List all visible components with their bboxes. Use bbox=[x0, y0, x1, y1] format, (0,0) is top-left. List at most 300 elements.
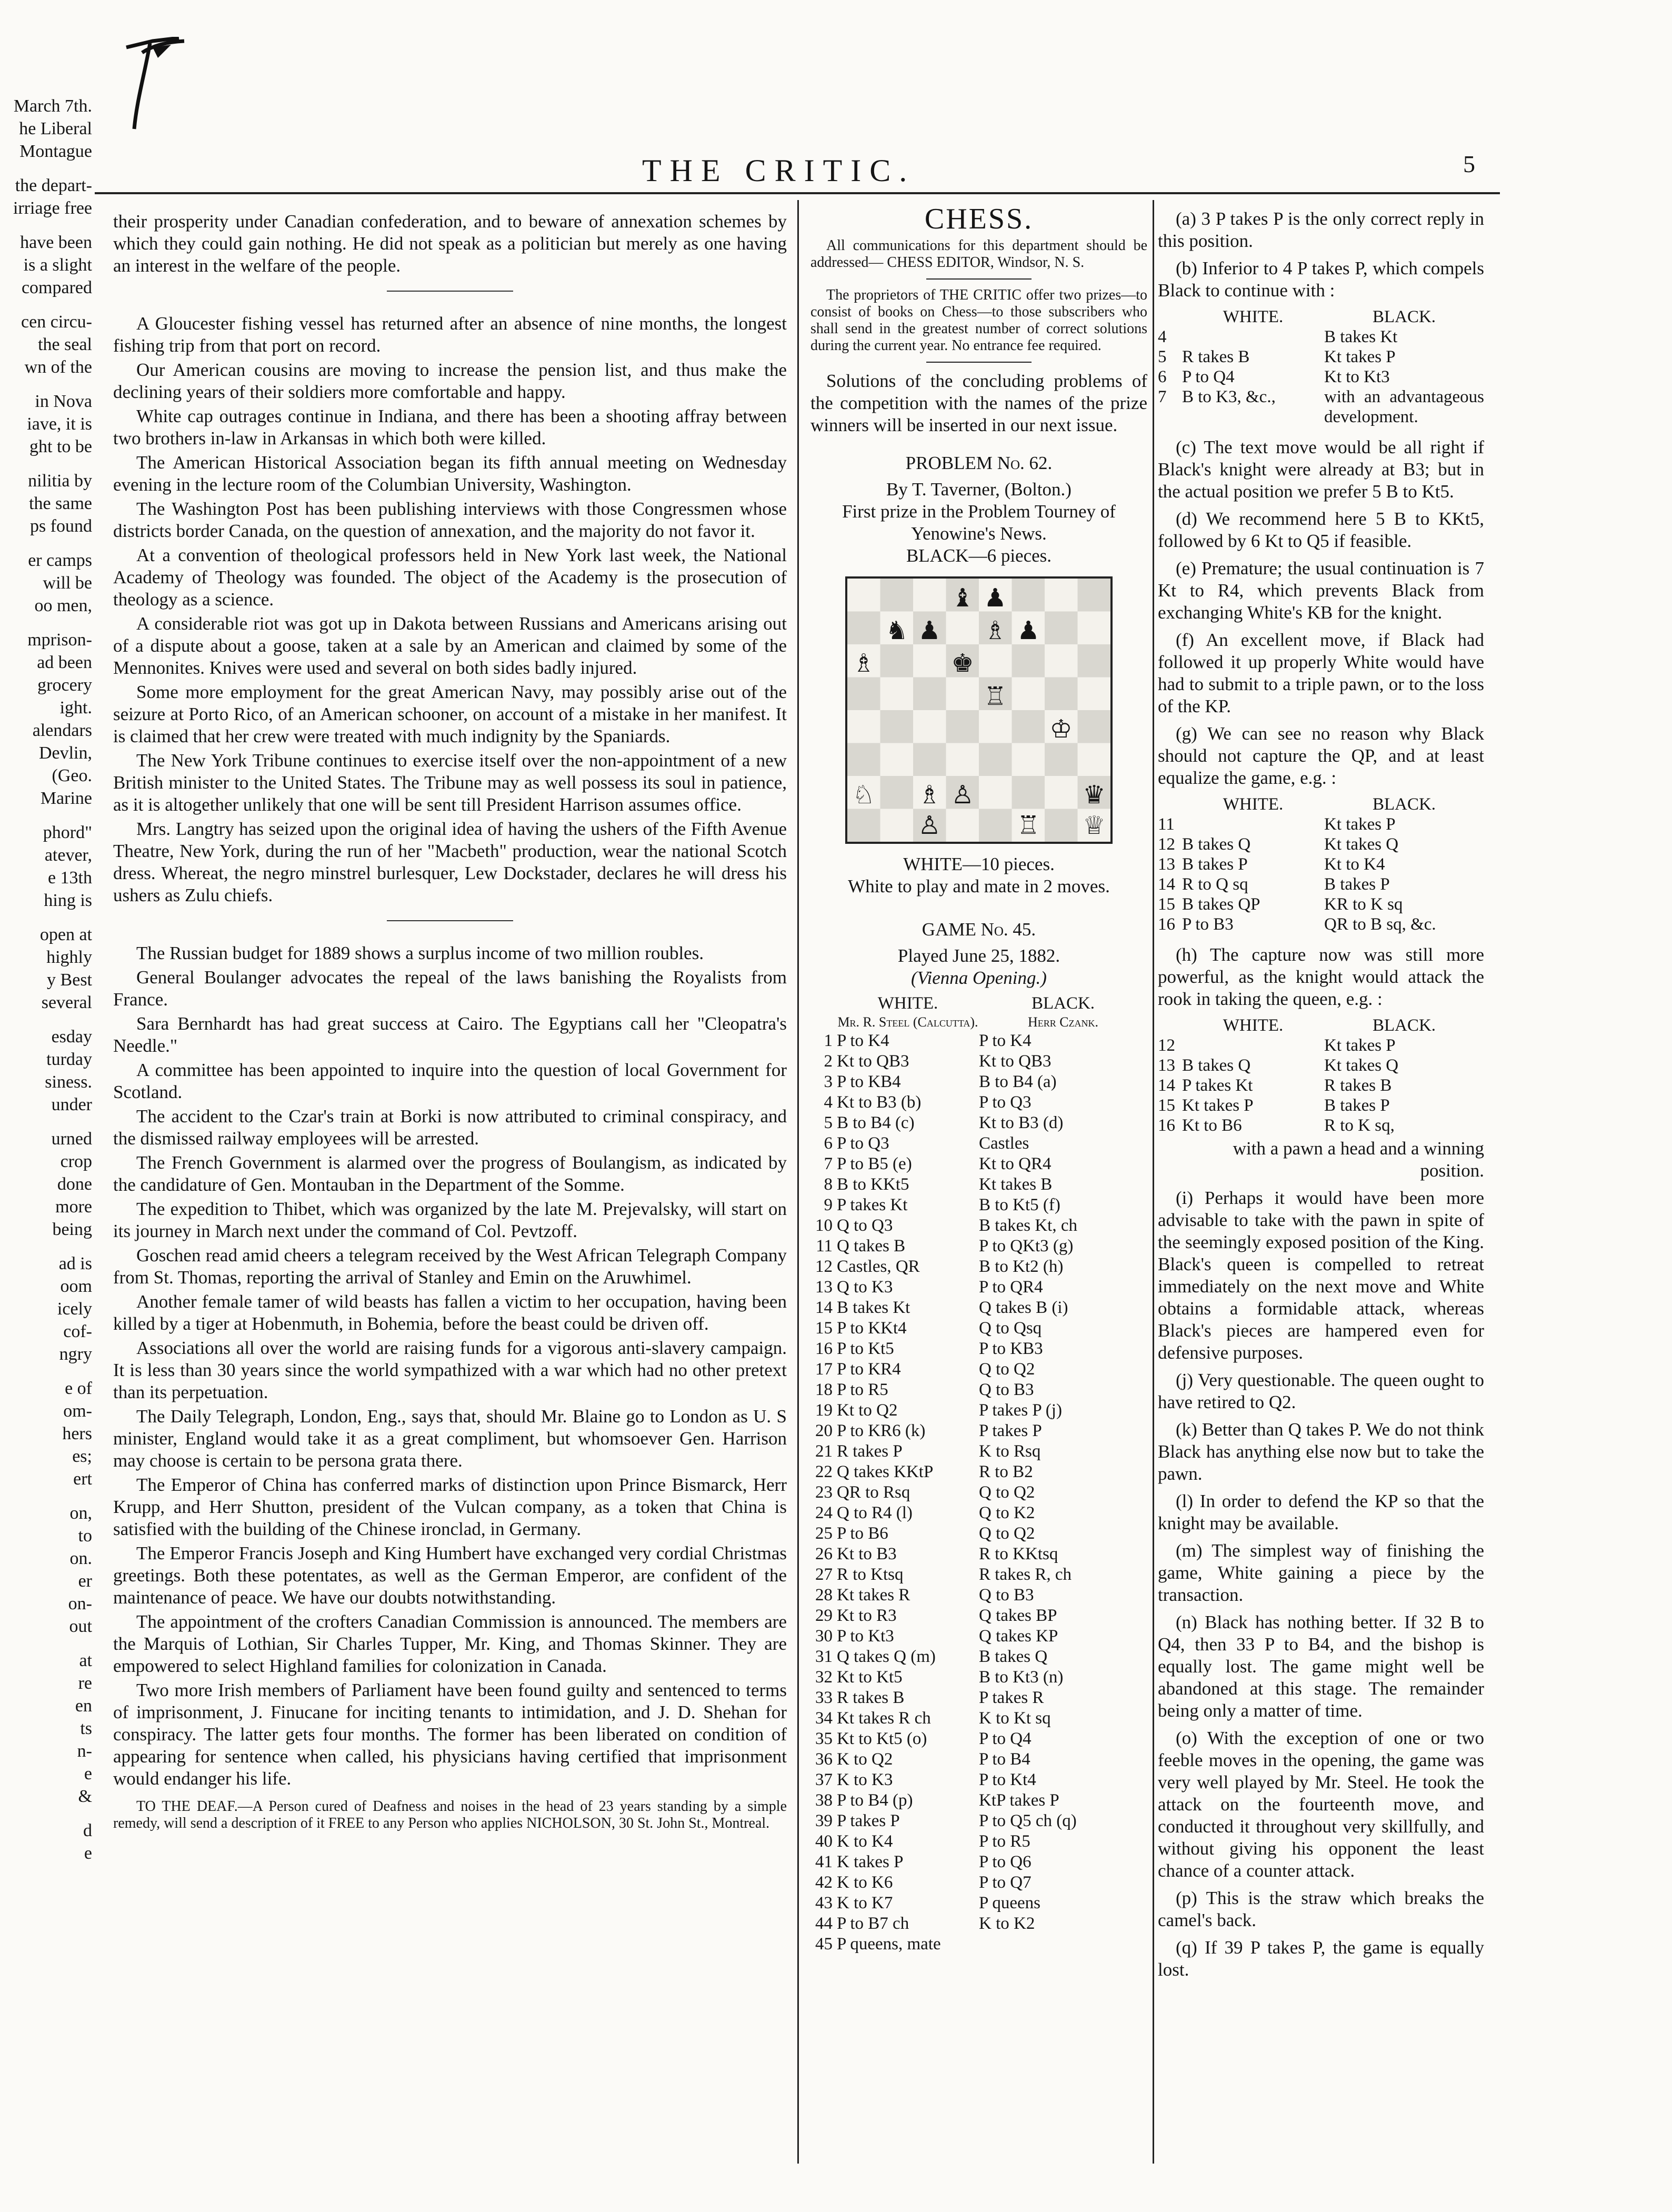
edge-fragment bbox=[0, 1014, 92, 1025]
game-title: GAME No. 45. bbox=[922, 919, 1036, 940]
white-move: Kt takes R ch bbox=[837, 1709, 931, 1728]
move-row bbox=[810, 1298, 1147, 1318]
edge-fragment bbox=[0, 458, 92, 470]
edge-fragment: atever, bbox=[44, 845, 92, 865]
edge-fragment: ight. bbox=[59, 698, 92, 718]
variation-row bbox=[1158, 814, 1484, 834]
white-bishop-icon: ♗ bbox=[852, 649, 875, 678]
move-row bbox=[810, 1339, 1147, 1359]
news-paragraph: The French Government is alarmed over the progress of Boulangism, as indicated by the candidature of Gen. Montauban in the Department of the Somme. bbox=[113, 1152, 787, 1195]
edge-fragment: urned bbox=[51, 1129, 92, 1149]
note-o: (o) With the exception of one or two feeble moves in the opening, the game was very well played by Mr. Steel. He took the attack on the fourteenth move, and conducted it throughout very skillfully, and without giving his opponent the least chance of a counter attack. bbox=[1158, 1728, 1484, 1881]
variation-white-move: R to Q sq bbox=[1182, 875, 1248, 894]
variation-row bbox=[1158, 367, 1484, 387]
edge-fragment: several bbox=[41, 993, 92, 1012]
white-move: Q to R4 (l) bbox=[837, 1503, 913, 1522]
move-row bbox=[810, 1236, 1147, 1257]
move-number: 28 bbox=[815, 1586, 833, 1605]
move-row bbox=[810, 1749, 1147, 1770]
black-bishop-icon: ♝ bbox=[951, 583, 974, 613]
black-move: P to Q4 bbox=[979, 1729, 1032, 1748]
variation-move-number: 6 bbox=[1158, 367, 1167, 386]
variation-white-move: P takes Kt bbox=[1182, 1076, 1253, 1095]
edge-fragment: on. bbox=[69, 1549, 92, 1568]
edge-fragment: esday bbox=[51, 1027, 92, 1047]
move-row bbox=[810, 1770, 1147, 1790]
news-paragraph: The New York Tribune continues to exercise itself over the non-appointment of a new British minister to the United States. The Tribune may as well possess its soul in patience, as it is altogether unlikely that one will be sent till President Harrison assumes office. bbox=[113, 750, 787, 815]
move-number: 17 bbox=[815, 1360, 833, 1379]
move-number: 9 bbox=[824, 1195, 833, 1214]
edge-fragment: e 13th bbox=[47, 868, 92, 888]
variation-black-move: B takes P bbox=[1324, 1096, 1390, 1115]
edge-fragment: ngry bbox=[59, 1344, 92, 1364]
white-move: Kt to Kt5 (o) bbox=[837, 1729, 927, 1748]
edge-fragment: d bbox=[83, 1821, 92, 1840]
white-move: K to K7 bbox=[837, 1894, 893, 1912]
white-rook-icon: ♖ bbox=[1017, 811, 1040, 840]
edge-fragment: March 7th. bbox=[13, 96, 92, 116]
white-move: R takes P bbox=[837, 1442, 903, 1461]
variation-black-move: Kt takes P bbox=[1324, 815, 1396, 834]
chess-address: All communications for this department should be addressed— CHESS EDITOR, Windsor, N. S. bbox=[810, 237, 1147, 271]
note-n: (n) Black has nothing better. If 32 B to Q4, then 33 P to B4, and the bishop is equally lost. The game might well be abandoned at this stage. The remainder being only a matter of time. bbox=[1158, 1612, 1484, 1721]
black-pawn-icon: ♟ bbox=[918, 616, 941, 645]
move-number: 2 bbox=[824, 1052, 833, 1071]
black-move: KtP takes P bbox=[979, 1791, 1059, 1810]
move-row bbox=[810, 1400, 1147, 1421]
edge-fragment: being bbox=[52, 1220, 92, 1239]
edge-fragment: compared bbox=[21, 278, 92, 297]
variation-row bbox=[1158, 1035, 1484, 1055]
white-bishop-icon: ♗ bbox=[984, 616, 1007, 645]
problem-task: White to play and mate in 2 moves. bbox=[848, 876, 1110, 896]
edge-fragment bbox=[0, 617, 92, 629]
move-number: 36 bbox=[815, 1750, 833, 1769]
separator-rule bbox=[926, 362, 1032, 363]
move-number: 20 bbox=[815, 1421, 833, 1440]
move-number: 12 bbox=[815, 1257, 833, 1276]
white-move: Kt to B3 (b) bbox=[837, 1093, 922, 1112]
black-move: P to K4 bbox=[979, 1031, 1032, 1050]
note-g: (g) We can see no reason why Black should not capture the QP, and at least equalize the game, e.g. : bbox=[1158, 723, 1484, 788]
white-bishop-icon: ♗ bbox=[918, 780, 941, 810]
black-move: P to B4 bbox=[979, 1750, 1030, 1769]
move-row bbox=[810, 1647, 1147, 1667]
news-paragraph: At a convention of theological professors held in New York last week, the National Academy of Theology was founded. The object of the Academy is the prosecution of theology as a science. bbox=[113, 545, 787, 610]
white-move: Q to Q3 bbox=[837, 1216, 893, 1235]
move-row bbox=[810, 1790, 1147, 1811]
news-paragraph: A committee has been appointed to inquire into the question of local Government for Scotland. bbox=[113, 1060, 787, 1102]
edge-fragment: ert bbox=[73, 1469, 92, 1489]
news-paragraph: The Emperor Francis Joseph and King Humbert have exchanged very cordial Christmas greetings. Both these potentates, as well as the German Emperor, are confident of the maintenance of peace. We have our doubts notwithstanding. bbox=[113, 1543, 787, 1608]
white-move: P to B6 bbox=[837, 1524, 888, 1543]
move-row bbox=[810, 1708, 1147, 1729]
edge-fragment: oo men, bbox=[34, 596, 92, 615]
white-move: P to Kt5 bbox=[837, 1339, 894, 1358]
move-row bbox=[810, 1113, 1147, 1133]
variation-move-number: 5 bbox=[1158, 347, 1167, 366]
variation-move-number: 13 bbox=[1158, 855, 1175, 874]
news-paragraph: their prosperity under Canadian confederation, and to beware of annexation schemes by which they could gain nothing. He did not speak as a politician but merely as one having an interest in the welfare of the people. bbox=[113, 211, 787, 276]
move-row bbox=[810, 1667, 1147, 1688]
move-number: 23 bbox=[815, 1483, 833, 1502]
move-number: 16 bbox=[815, 1339, 833, 1358]
move-row bbox=[810, 1914, 1147, 1934]
move-number: 31 bbox=[815, 1647, 833, 1666]
game-notes-column bbox=[1158, 208, 1484, 1986]
variation-black-move: QR to B sq, &c. bbox=[1324, 915, 1436, 934]
move-number: 29 bbox=[815, 1606, 833, 1625]
edge-fragment: e of bbox=[65, 1379, 92, 1398]
white-move: P takes P bbox=[837, 1811, 900, 1830]
note-h: (h) The capture now was still more powerful, as the knight would attack the rook in taking the queen, e.g. : bbox=[1158, 944, 1484, 1009]
news-paragraph: Our American cousins are moving to increase the pension list, and thus make the declining years of their soldiers more comfortable and happy. bbox=[113, 360, 787, 402]
variation-white-move: B to K3, &c., bbox=[1182, 387, 1276, 406]
edge-fragment: irriage free bbox=[13, 198, 92, 218]
black-move bbox=[979, 1934, 1147, 1955]
move-row bbox=[810, 1852, 1147, 1872]
edge-fragment: en bbox=[75, 1696, 92, 1716]
note-e: (e) Premature; the usual continuation is 7 Kt to R4, which prevents Black from exchanging White's KB for the knight. bbox=[1158, 558, 1484, 623]
note-i: (i) Perhaps it would have been more advisable to take with the pawn in spite of the seemingly exposed position of the King. Black's queen is compelled to retreat immediately on the next move and White obtains a formidable attack, whereas Black's pieces are hampered even for defensive purposes. bbox=[1158, 1188, 1484, 1363]
news-paragraph: The Emperor of China has conferred marks of distinction upon Prince Bismarck, Herr Krupp, and Herr Shutton, president of the Vulcan company, as a token that China is satisfied with the building of the Chinese ironclad, in Germany. bbox=[113, 1474, 787, 1539]
news-column bbox=[113, 211, 787, 1832]
move-row bbox=[810, 1565, 1147, 1585]
move-number: 45 bbox=[815, 1935, 833, 1954]
variation-move-number: 12 bbox=[1158, 1036, 1175, 1055]
edge-fragment: under bbox=[51, 1095, 92, 1114]
edge-fragment: phord" bbox=[43, 823, 92, 842]
variation-black-move: R to K sq, bbox=[1324, 1116, 1395, 1135]
white-move: P to B5 (e) bbox=[837, 1154, 912, 1173]
edge-fragment: re bbox=[78, 1673, 92, 1693]
variation-row bbox=[1158, 1095, 1484, 1115]
variation-white-move: R takes B bbox=[1182, 347, 1250, 366]
news-paragraph: The expedition to Thibet, which was organized by the late M. Prejevalsky, will start on its journey in March next under the command of Col. Pevtzoff. bbox=[113, 1199, 787, 1241]
variation-black-move: R takes B bbox=[1324, 1076, 1392, 1095]
variation-row bbox=[1158, 894, 1484, 914]
solutions-note: Solutions of the concluding problems of the competition with the names of the prize winners will be inserted in our next issue. bbox=[810, 371, 1147, 435]
edge-fragment: iave, it is bbox=[27, 414, 92, 434]
advertisement: TO THE DEAF.—A Person cured of Deafness and noises in the head of 23 years standing by a simple remedy, will send a description of it FREE to any Person who applies NICHOLSON, 30 St. John St., Montreal. bbox=[113, 1798, 787, 1831]
white-move: P to KB4 bbox=[837, 1072, 901, 1091]
edge-fragment: er camps bbox=[28, 551, 92, 570]
variation-white-move: B takes P bbox=[1182, 855, 1248, 874]
variation-white-move bbox=[1182, 814, 1324, 834]
black-move: Q takes BP bbox=[979, 1606, 1057, 1625]
move-number: 22 bbox=[815, 1462, 833, 1481]
news-paragraph: Sara Bernhardt has had great success at Cairo. The Egyptians call her "Cleopatra's Needle." bbox=[113, 1013, 787, 1056]
news-paragraph: The accident to the Czar's train at Borki is now attributed to criminal conspiracy, and the dismissed railway employees will be arrested. bbox=[113, 1106, 787, 1149]
black-move: Q to Qsq bbox=[979, 1319, 1042, 1338]
note-a: (a) 3 P takes P is the only correct reply in this position. bbox=[1158, 208, 1484, 251]
news-paragraph: Some more employment for the great American Navy, may possibly arise out of the seizure at Porto Rico, of an American schooner, on account of a mistake in her manifest. It is claimed that her crew were treated with much indignity by the Spaniards. bbox=[113, 682, 787, 746]
white-move: Kt to Q2 bbox=[837, 1401, 898, 1420]
problem-author: By T. Taverner, (Bolton.) bbox=[886, 479, 1072, 500]
black-move: Castles bbox=[979, 1134, 1029, 1153]
white-move: B to B4 (c) bbox=[837, 1113, 915, 1132]
variation-white-move: P to B3 bbox=[1182, 915, 1234, 934]
variation-move-number: 14 bbox=[1158, 875, 1175, 894]
white-move: P to Q3 bbox=[837, 1134, 889, 1153]
previous-page-edge-text bbox=[0, 95, 92, 1865]
white-move: Castles, QR bbox=[837, 1257, 920, 1276]
white-move: R takes B bbox=[837, 1688, 905, 1707]
white-player: Mr. R. Steel (Calcutta). bbox=[837, 1014, 978, 1030]
white-move: Q to K3 bbox=[837, 1278, 893, 1297]
move-row bbox=[810, 1811, 1147, 1831]
move-number: 7 bbox=[824, 1154, 833, 1173]
black-move: P queens bbox=[979, 1894, 1041, 1912]
white-move: Q takes B bbox=[837, 1237, 906, 1256]
black-move: P to Q5 ch (q) bbox=[979, 1811, 1077, 1830]
white-piece-count: WHITE—10 pieces. bbox=[903, 854, 1055, 874]
move-number: 8 bbox=[824, 1175, 833, 1194]
white-move: Kt to Kt5 bbox=[837, 1668, 903, 1687]
black-move: B to Kt3 (n) bbox=[979, 1668, 1064, 1687]
news-paragraph: Mrs. Langtry has seized upon the original idea of having the ushers of the Fifth Avenue Theatre, New York, during the run of her "Macbeth" production, wear the national Scotch dress. Whereat, the negro minstrel burlesquer, Lew Dockstader, declares he will dress his ushers as Zulu chiefs. bbox=[113, 819, 787, 905]
variation-row bbox=[1158, 874, 1484, 894]
variation-table-h bbox=[1158, 1015, 1484, 1135]
move-row bbox=[810, 1380, 1147, 1400]
edge-fragment: Marine bbox=[40, 789, 92, 808]
white-move: K to K6 bbox=[837, 1873, 893, 1892]
white-move: K to Q2 bbox=[837, 1750, 893, 1769]
edge-fragment bbox=[0, 1808, 92, 1819]
variation-black-move: Kt takes Q bbox=[1324, 835, 1399, 854]
section-separator bbox=[387, 920, 513, 921]
edge-fragment bbox=[0, 1116, 92, 1128]
black-move: B to Kt5 (f) bbox=[979, 1195, 1060, 1214]
variation-row bbox=[1158, 1055, 1484, 1075]
variation-white-move: B takes QP bbox=[1182, 895, 1260, 914]
game-date: Played June 25, 1882. bbox=[897, 945, 1060, 966]
news-paragraph: Goschen read amid cheers a telegram received by the West African Telegraph Company from St. Thomas, reporting the arrival of Stanley and Emin on the Aruwhimel. bbox=[113, 1245, 787, 1288]
news-paragraph: The American Historical Association began its fifth annual meeting on Wednesday evening in the lecture room of the Columbian University, Washington. bbox=[113, 452, 787, 495]
note-k: (k) Better than Q takes P. We do not think Black has anything else now but to take the pawn. bbox=[1158, 1419, 1484, 1484]
move-row bbox=[810, 1503, 1147, 1523]
move-number: 21 bbox=[815, 1442, 833, 1461]
edge-fragment: the seal bbox=[38, 335, 92, 354]
news-paragraph: Another female tamer of wild beasts has fallen a victim to her occupation, having been killed by a tiger at Hobenmuth, in Bohemia, before the beast could be driven off. bbox=[113, 1291, 787, 1334]
edge-fragment bbox=[0, 378, 92, 390]
white-move: B to KKt5 bbox=[837, 1175, 909, 1194]
edge-fragment: on- bbox=[68, 1594, 92, 1613]
move-row bbox=[810, 1872, 1147, 1893]
edge-fragment: ght to be bbox=[29, 437, 92, 456]
edge-fragment: will be bbox=[43, 573, 92, 593]
white-move: QR to Rsq bbox=[837, 1483, 910, 1502]
move-row bbox=[810, 1523, 1147, 1544]
variation-move-number: 7 bbox=[1158, 387, 1167, 406]
edge-fragment: cen circu- bbox=[21, 312, 92, 332]
white-move: Kt to QB3 bbox=[837, 1052, 909, 1071]
column-divider bbox=[797, 200, 799, 2164]
move-number: 27 bbox=[815, 1565, 833, 1584]
move-row bbox=[810, 1688, 1147, 1708]
edge-fragment: siness. bbox=[45, 1072, 92, 1092]
edge-fragment: done bbox=[57, 1174, 92, 1194]
move-number: 11 bbox=[816, 1237, 833, 1256]
game-moves-table bbox=[810, 993, 1147, 1955]
edge-fragment: nilitia by bbox=[28, 471, 92, 491]
edge-fragment: have been bbox=[20, 233, 92, 252]
variation-black-move: Kt takes Q bbox=[1324, 1056, 1399, 1075]
edge-fragment: in Nova bbox=[35, 392, 92, 411]
variation-black-move: B takes Kt bbox=[1324, 327, 1398, 346]
variation-move-number: 16 bbox=[1158, 1116, 1175, 1135]
move-row bbox=[810, 1133, 1147, 1154]
edge-fragment: mprison- bbox=[27, 630, 92, 650]
news-paragraph: Two more Irish members of Parliament have been found guilty and sentenced to terms of imprisonment, J. Finucane for inciting tenants to intimidation, and J. D. Shehan for conspiracy. The latter gets four months. The former has been liberated on condition of appearing for sentence when called, his physicians having certified that imprisonment would endanger his life. bbox=[113, 1680, 787, 1789]
edge-fragment: highly bbox=[46, 948, 92, 967]
black-move: P takes P bbox=[979, 1421, 1042, 1440]
variation-white-move: B takes Q bbox=[1182, 835, 1251, 854]
black-move: P takes P (j) bbox=[979, 1401, 1062, 1420]
move-row bbox=[810, 1482, 1147, 1503]
white-move: P to KKt4 bbox=[837, 1319, 907, 1338]
note-p: (p) This is the straw which breaks the camel's back. bbox=[1158, 1888, 1484, 1930]
move-row bbox=[810, 1441, 1147, 1462]
move-row bbox=[810, 1585, 1147, 1606]
black-move: P to QKt3 (g) bbox=[979, 1237, 1074, 1256]
variation-black-move: Kt takes P bbox=[1324, 347, 1396, 366]
note-b: (b) Inferior to 4 P takes P, which compels Black to continue with : bbox=[1158, 258, 1484, 301]
black-move: Kt to B3 (d) bbox=[979, 1113, 1064, 1132]
white-move: P to B7 ch bbox=[837, 1914, 909, 1933]
move-number: 26 bbox=[815, 1545, 833, 1563]
black-move: Q to B3 bbox=[979, 1586, 1034, 1605]
move-row bbox=[810, 1544, 1147, 1565]
black-move: Q to Q2 bbox=[979, 1524, 1035, 1543]
separator-rule bbox=[926, 278, 1032, 280]
variation-row bbox=[1158, 914, 1484, 934]
black-move: P takes R bbox=[979, 1688, 1044, 1707]
note-m: (m) The simplest way of finishing the game, White gaining a piece by the transaction. bbox=[1158, 1540, 1484, 1605]
page-number: 5 bbox=[1463, 151, 1475, 177]
move-number: 25 bbox=[815, 1524, 833, 1543]
edge-fragment: ts bbox=[80, 1719, 92, 1738]
variation-row bbox=[1158, 854, 1484, 874]
move-row bbox=[810, 1195, 1147, 1215]
black-move: P to R5 bbox=[979, 1832, 1030, 1851]
black-move: Kt takes B bbox=[979, 1175, 1053, 1194]
black-move: R to KKtsq bbox=[979, 1545, 1058, 1563]
white-queen-icon: ♕ bbox=[1083, 811, 1106, 840]
variation-move-number: 14 bbox=[1158, 1076, 1175, 1095]
page-title: THE CRITIC. bbox=[642, 153, 916, 188]
move-row bbox=[810, 1215, 1147, 1236]
black-move: Kt to QR4 bbox=[979, 1154, 1052, 1173]
white-rook-icon: ♖ bbox=[984, 682, 1007, 711]
variation-row bbox=[1158, 387, 1484, 427]
variation-move-number: 4 bbox=[1158, 327, 1167, 346]
chess-column bbox=[810, 203, 1147, 1955]
move-row bbox=[810, 1174, 1147, 1195]
edge-fragment: e bbox=[84, 1764, 92, 1783]
variation-row bbox=[1158, 834, 1484, 854]
chess-heading: CHESS. bbox=[924, 203, 1034, 235]
move-number: 4 bbox=[824, 1093, 833, 1112]
edge-fragment bbox=[0, 810, 92, 821]
edge-fragment: es; bbox=[72, 1447, 92, 1466]
variation-table-g bbox=[1158, 794, 1484, 934]
move-number: 42 bbox=[815, 1873, 833, 1892]
variation-black-move: Kt takes P bbox=[1324, 1036, 1396, 1055]
news-paragraph: The Russian budget for 1889 shows a surplus income of two million roubles. bbox=[136, 943, 704, 963]
variation-move-number: 12 bbox=[1158, 835, 1175, 854]
edge-fragment: turday bbox=[46, 1050, 92, 1069]
edge-fragment: n- bbox=[77, 1741, 92, 1761]
white-king-icon: ♔ bbox=[1049, 714, 1073, 744]
variation-black-header: BLACK. bbox=[1372, 1016, 1436, 1035]
white-move: P to KR4 bbox=[837, 1360, 901, 1379]
move-number: 37 bbox=[815, 1770, 833, 1789]
edge-fragment bbox=[0, 1366, 92, 1377]
variation-move-number: 15 bbox=[1158, 895, 1175, 914]
variation-white-move: B takes Q bbox=[1182, 1056, 1251, 1075]
move-number: 14 bbox=[815, 1298, 833, 1317]
black-knight-icon: ♞ bbox=[885, 616, 908, 645]
move-number: 40 bbox=[815, 1832, 833, 1851]
move-number: 41 bbox=[815, 1852, 833, 1871]
variation-row bbox=[1158, 347, 1484, 367]
move-number: 38 bbox=[815, 1791, 833, 1810]
edge-fragment: e bbox=[84, 1844, 92, 1863]
edge-fragment bbox=[0, 1241, 92, 1252]
variation-white-move: Kt takes P bbox=[1182, 1096, 1254, 1115]
variation-black-header: BLACK. bbox=[1372, 795, 1436, 814]
move-row bbox=[810, 1154, 1147, 1174]
edge-fragment: to bbox=[78, 1526, 92, 1546]
move-row bbox=[810, 1092, 1147, 1113]
black-move: Q to K2 bbox=[979, 1503, 1035, 1522]
chess-problem-board bbox=[845, 576, 1113, 844]
variation-move-number: 16 bbox=[1158, 915, 1175, 934]
edge-fragment bbox=[0, 220, 92, 231]
edge-fragment: the depart- bbox=[15, 176, 92, 195]
black-move: R to B2 bbox=[979, 1462, 1033, 1481]
move-number: 39 bbox=[815, 1811, 833, 1830]
black-move: Kt to QB3 bbox=[979, 1052, 1052, 1071]
move-row bbox=[810, 1462, 1147, 1482]
white-move: Kt takes R bbox=[837, 1586, 910, 1605]
white-move: K to K3 bbox=[837, 1770, 893, 1789]
column-divider bbox=[1153, 200, 1154, 2164]
edge-fragment: wn of the bbox=[24, 357, 92, 377]
note-d: (d) We recommend here 5 B to KKt5, followed by 6 Kt to Q5 if feasible. bbox=[1158, 509, 1484, 551]
news-paragraph: Associations all over the world are raising funds for a vigorous anti-slavery campaign. It is less than 30 years since the world sympathized with a war which had no other pretext than its perpetuation. bbox=[113, 1338, 787, 1402]
white-move: P to B4 (p) bbox=[837, 1791, 913, 1810]
news-paragraph: A considerable riot was got up in Dakota between Russians and Americans arising out of a dispute about a goose, taken at a sale by an American and claimed by some of the Mennonites. Knives were used and several on both sides badly injured. bbox=[113, 613, 787, 678]
move-row bbox=[810, 1729, 1147, 1749]
black-pawn-icon: ♟ bbox=[1017, 616, 1040, 645]
white-move: Q takes Q (m) bbox=[837, 1647, 936, 1666]
move-number: 15 bbox=[815, 1319, 833, 1338]
variation-move-number: 13 bbox=[1158, 1056, 1175, 1075]
news-paragraph: White cap outrages continue in Indiana, and there has been a shooting affray between two brothers in-law in Arkansas in which both were killed. bbox=[113, 406, 787, 449]
edge-fragment: crop bbox=[60, 1152, 92, 1171]
variation-white-header: WHITE. bbox=[1223, 1016, 1284, 1035]
edge-fragment: hers bbox=[62, 1424, 92, 1443]
move-row bbox=[810, 1893, 1147, 1914]
white-move: P to R5 bbox=[837, 1380, 888, 1399]
black-king-icon: ♚ bbox=[951, 649, 974, 678]
edge-fragment bbox=[0, 1490, 92, 1502]
move-number: 34 bbox=[815, 1709, 833, 1728]
move-number: 35 bbox=[815, 1729, 833, 1748]
black-move: Q to Q2 bbox=[979, 1483, 1035, 1502]
